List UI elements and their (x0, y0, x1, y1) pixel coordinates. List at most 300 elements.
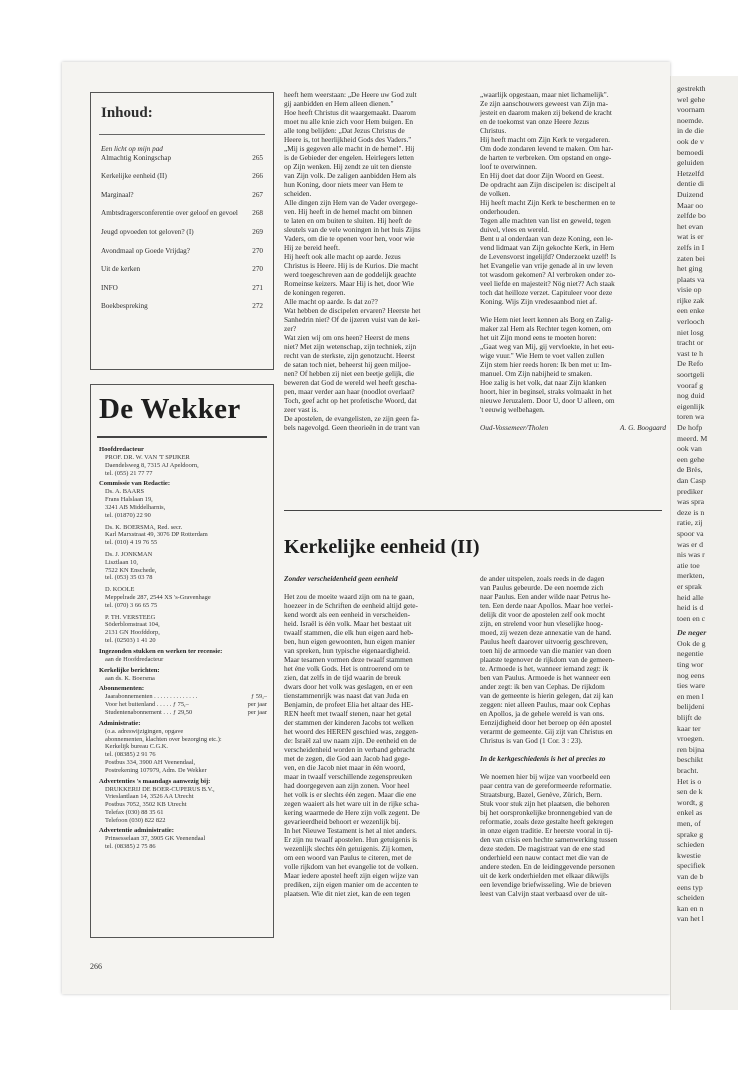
text-line: Eenzijdigheid door het beroep op één apostel (480, 718, 612, 727)
magazine-title: De Wekker (99, 393, 241, 425)
text-line: wezenlijk slechts één getuigenis. Zij komen, (284, 844, 414, 853)
masthead-line: Ds. K. BOERSMA, Red. secr. (105, 523, 183, 531)
masthead-line: Meppelrade 287, 2544 XS 's-Gravenhage (105, 593, 211, 601)
text-line: alle tong belijden: „Dat Jezus Christus de (284, 126, 405, 135)
text-line: toch dat heilloze verzet. Capituleer voor deze (480, 288, 613, 297)
next-page-line: scheiden (677, 893, 705, 903)
next-page-line: er sprak (677, 581, 702, 591)
next-page-line: atie toe (677, 560, 700, 570)
masthead-line: Frans Halslaan 19, (105, 496, 153, 504)
next-page-subhead: De neger (677, 628, 707, 638)
text-line: hoort, hier in beginsel, straks volmaakt in het (480, 387, 612, 396)
text-line: Wat zien wij om ons heen? Heerst de mens (284, 333, 410, 342)
toc-item (101, 172, 263, 181)
next-page-line: men, of (677, 818, 701, 828)
next-page-line: Het is o (677, 776, 702, 786)
text-line: „Gaat weg van Mij, gij vervloekte, in het eeu- (480, 342, 615, 351)
text-line: recht van de sterkste, zijn genotzucht. Heerst (284, 351, 415, 360)
text-line: de satan toch niet, beheerst hij geen miljoe- (284, 360, 411, 369)
text-line: andere steden. En de leidinggevende personen (480, 862, 615, 871)
text-line: hoezeer in de Schriften de eenheid altijd gete- (284, 601, 418, 610)
masthead-line: Lisztlaan 10, (105, 558, 139, 566)
masthead-line: Karl Marxstraat 49, 3076 DP Rotterdam (105, 531, 208, 539)
toc-item-page: 267 (252, 190, 263, 199)
next-page-line: eigenlijk (677, 401, 705, 411)
text-line: van Zijn volk. De zaligen aanbidden Hem als (284, 171, 417, 180)
toc-item-label: Boekbespreking (101, 302, 148, 311)
text-line: bels nagevolgd. Geen theorieën in de trant van (284, 423, 420, 432)
next-page-line: ren bijna (677, 744, 705, 754)
text-line: het éne volk Gods. Het is ontroerend om te (284, 664, 410, 673)
toc-item (101, 302, 263, 311)
text-line: hun Koning, door niets meer van Hem te (284, 180, 404, 189)
text-line: met de zegen, die God aan Jacob had gege- (284, 754, 411, 763)
text-line: van de gemeente is hierin gelegen, dat zij kan (480, 691, 614, 700)
text-line: Alle dingen zijn Hem van de Vader overgege- (284, 198, 418, 207)
text-line: naar Paulus. Een ander wilde naar Petrus he- (480, 592, 611, 601)
masthead-line: tel. (053) 35 03 78 (105, 574, 153, 582)
text-line: Stuk voor stuk zijn het plaatsen, die behoren (480, 799, 610, 808)
text-line: De opdracht aan Zijn discipelen is: discipelt al (480, 180, 616, 189)
toc-item-page: 265 (252, 153, 263, 162)
next-page-line: De hofp (677, 423, 703, 432)
text-line: Ze zijn aanschouwers geweest van Zijn ma- (480, 99, 609, 108)
next-page-line: een gehe (677, 454, 705, 464)
text-line: toen hij de armoede van die manier van doen (480, 646, 612, 655)
text-line: Hij ze bereid heeft. (284, 243, 340, 252)
text-line: had doorgegeven aan zijn zonen. Voor heel (284, 781, 410, 790)
next-page-line: beschikt (677, 755, 703, 765)
text-line: leest van Calvijn staat verbaasd over de uit- (480, 889, 608, 898)
text-line: Straatsburg, Bazel, Genève, Zürich, Bern. (480, 790, 603, 799)
text-column-2 (480, 90, 666, 432)
toc-item-text (101, 209, 238, 218)
next-page-line: ting wor (677, 660, 704, 670)
next-page-line: van het l (677, 914, 704, 924)
next-page-line: meerd. M (677, 433, 708, 443)
text-line: scheiden. (284, 189, 312, 198)
next-page-line: kaar ter (677, 723, 701, 733)
text-line: Benjamin, de profeet Elia het altaar des HE- (284, 700, 414, 709)
masthead-line: aan de Hoofdredacteur (105, 655, 164, 663)
next-page-line: sprake g (677, 829, 704, 839)
next-page-line: nis was r (677, 550, 705, 560)
text-line: de volken. (480, 189, 511, 198)
toc-item-label: INFO (101, 283, 118, 292)
text-line: ander zegt: ik ben van Cephas. De rijkdom (480, 682, 605, 691)
text-line: Christus. (480, 126, 507, 135)
text-line: REN heeft met twaalf stenen, naar het getal (284, 709, 412, 718)
masthead-line: Prinsesselaan 37, 3905 GK Veenendaal (105, 835, 206, 843)
next-page-line: het ging (677, 264, 703, 274)
text-line: zien, dat zelfs in de tijd waarin de breuk (284, 673, 401, 682)
masthead-line: Postbus 334, 3900 AH Veenendaal, (105, 758, 196, 766)
subscription-label: Voor het buitenland . . . . . ƒ 75,– (105, 701, 189, 709)
text-line: twaalf stammen, die elk hun eigen aard heb- (284, 628, 414, 637)
text-line: het woord des HEREN geschied was, zeggen- (284, 727, 419, 736)
toc-list (91, 145, 273, 311)
article-column-1-body (284, 592, 468, 898)
text-line: zeer vast is. (284, 405, 319, 414)
text-line: der stammen der kinderen Jacobs tot welken (284, 718, 414, 727)
next-page-line: kwestie (677, 850, 701, 860)
text-line: op Zijn wenken. Hij zendt ze uit ten dienste (284, 162, 412, 171)
next-page-line: negentie (677, 649, 704, 659)
next-page-line: ook van (677, 444, 702, 454)
next-page-line: rijke zak (677, 295, 705, 305)
text-line: Bent u al onderdaan van deze Koning, een le- (480, 234, 614, 243)
masthead-line: tel. (08385) 2 91 76 (105, 751, 156, 759)
text-line: beweren dat God de wereld wel heeft gescha- (284, 378, 418, 387)
table-of-contents (90, 92, 274, 370)
text-line: vend lidmaat van Zijn gekochte Kerk, in Hem (480, 243, 615, 252)
next-page-line: gestrekth (677, 84, 706, 93)
text-line: ben van Paulus. Armoede is het wanneer een (480, 673, 611, 682)
next-page-line: ratie, zij (677, 518, 703, 528)
masthead-heading: Kerkelijke berichten: (99, 666, 160, 674)
text-line: zeggen: niet alleen Paulus, maar ook Cephas (480, 700, 611, 709)
subscription-price: per jaar (247, 701, 267, 709)
next-page-line: dentie di (677, 179, 705, 189)
next-page-line: deze is n (677, 507, 705, 517)
text-line: verarmt de gemeente. Gij zijt van Christus en (480, 727, 613, 736)
section-divider (284, 510, 662, 511)
text-line: Hoe zalig is het volk, dat naar Zijn klanken (480, 378, 607, 387)
toc-item-text (101, 265, 140, 274)
next-page-line: voornam (677, 105, 705, 115)
text-line: deze steden. De magistraat van de ene stad (480, 844, 605, 853)
next-page-line: bracht. (677, 766, 699, 775)
text-line: Wie Hem niet leert kennen als Borg en Zalig- (480, 315, 613, 324)
toc-item-label: Kerkelijke eenheid (II) (101, 172, 167, 181)
next-page-line: nog duid (677, 391, 705, 401)
column-2-body (480, 90, 666, 414)
text-line: ven, en die Jacob niet maar in één woord, (284, 763, 406, 772)
signature-author: A. G. Boogaard (620, 423, 666, 432)
text-line: zijn, en strelend voor hun vleselijke hoog- (480, 619, 604, 628)
article-subhead-2: In de kerkgeschiedenis is het al precies zo (480, 754, 606, 763)
text-line: Christus is van God (1 Cor. 3 : 23). (480, 736, 583, 745)
toc-item-page: 270 (252, 246, 263, 255)
next-page-line: wel gehe (677, 94, 705, 104)
next-page-line: visie op (677, 285, 702, 295)
masthead-heading: Abonnementen: (99, 685, 145, 693)
article-subhead-1: Zonder verscheidenheid geen eenheid (284, 574, 398, 583)
next-page-line: soortgeli (677, 370, 705, 380)
text-line: het uit Zijn mond eens te moeten horen: (480, 333, 597, 342)
masthead-line: abonnementen, klachten over bezorging etc.): (105, 735, 222, 743)
text-line: onderhouden. (480, 207, 520, 216)
next-page-edge (670, 76, 738, 1010)
toc-item-text (101, 284, 118, 293)
next-page-line: kan en n (677, 903, 704, 913)
text-line: Vaders, om die te openen voor hen, voor wie (284, 234, 415, 243)
masthead-line: D. KOOLE (105, 586, 135, 594)
text-line: van spreken, hun typische eigenaardigheid. (284, 646, 411, 655)
text-line: maker zal Hem als Rechter tegen komen, om (480, 324, 612, 333)
masthead-line: P. TH. VERSTEEG (105, 613, 156, 621)
subscription-row (105, 701, 267, 709)
masthead-line: (o.a. adreswijzigingen, opgave (105, 727, 184, 735)
toc-title: Inhoud: (101, 105, 153, 121)
masthead-line: Söderblomstraat 104, (105, 621, 160, 629)
toc-item-label: Jeugd opvoeden tot geloven? (I) (101, 227, 194, 236)
masthead-heading: Hoofdredacteur (99, 446, 144, 453)
text-line: gevarieerdheid behoort er wezenlijk bij. (284, 817, 401, 826)
next-page-line: was spra (677, 497, 705, 507)
next-page-line: was er d (677, 539, 703, 549)
text-line: Hoe heeft Christus dit waargemaakt. Daarom (284, 108, 416, 117)
text-line: heeft hem weerstaan: „De Heere uw God zult (284, 90, 417, 99)
subscription-row (105, 693, 267, 701)
masthead-heading: Advertenties 's maandags aanwezig bij: (99, 777, 211, 785)
text-line: moed, zij wezen deze annexatie van de hand. (480, 628, 612, 637)
text-line: en Apollos, ja de gehele wereld is van ons. (480, 709, 605, 718)
next-page-line: Maar oo (677, 200, 704, 210)
next-page-text (671, 76, 738, 925)
next-page-line: het evan (677, 221, 704, 231)
text-line: plaatsen. Wie dit niet ziet, kan de een tegen (284, 889, 411, 898)
next-page-line: van de b (677, 871, 704, 881)
text-line: zegen waaiert als het ware uit in de rijke scha- (284, 799, 420, 808)
article-column-2 (480, 574, 666, 898)
next-page-line: schieden (677, 840, 705, 850)
text-line: Maar iedere apostel heeft zijn eigen wijze van (284, 871, 419, 880)
toc-item-text (101, 302, 148, 311)
text-line: bij het oorspronkelijke bronnengebied van de (480, 808, 613, 817)
next-page-line: enkel as (677, 808, 703, 818)
toc-item (101, 228, 263, 237)
masthead-line: Postrekening 107979, Adm. De Wekker (105, 766, 207, 774)
toc-item-text (101, 228, 194, 237)
text-line: heid. Israël is één volk. Maar het bestaat uit (284, 619, 412, 628)
masthead-line: 3241 AB Middelharnis, (105, 503, 166, 511)
text-line: De apostelen, de evangelisten, ze zijn geen fa- (284, 414, 420, 423)
toc-item-page: 268 (252, 209, 263, 218)
toc-item (101, 284, 263, 293)
masthead-line: tel. (01870) 22 90 (105, 511, 151, 519)
text-line: het Evangelie van vrije genade al in uw leven (480, 261, 613, 270)
signature-place: Oud-Vossemeer/Tholen (480, 423, 549, 432)
text-line: maar in twaalf verschillende zegenspreuken (284, 772, 413, 781)
text-line: paar centra van de gereformeerde reformatie. (480, 781, 612, 790)
toc-item-label: Almachtig Koningschap (101, 153, 172, 162)
masthead-line: Telefoon (030) 822 822 (105, 816, 166, 824)
next-page-line: Ook de g (677, 638, 706, 648)
text-line: Om dode zondaren levend te maken. Om har- (480, 144, 614, 153)
subscription-price: per jaar (247, 708, 267, 716)
text-line: nieuwe Jeruzalem. Door U, door U alleen, om (480, 396, 615, 405)
text-line: „waarlijk opgestaan, maar niet lichamelijk". (480, 90, 609, 99)
text-line: Toch, geef acht op het profetische Woord, dat (284, 396, 417, 405)
text-line: een levendige briefwisseling. Wie de brieven (480, 880, 612, 889)
next-page-line: dan Casp (677, 475, 706, 485)
next-page-line: nog eens (677, 670, 705, 680)
text-line: Heere is, tot heerlijkheid Gods des Vaders." (284, 135, 412, 144)
masthead-line: PROF. DR. W. VAN 'T SPIJKER (105, 454, 190, 461)
toc-item-page: 266 (252, 172, 263, 181)
next-page-line: wordt, g (677, 797, 703, 807)
text-line: dwars door het volk was geslagen, en er een (284, 682, 413, 691)
next-page-line: sen de k (677, 787, 703, 797)
subscription-label: Studentenabonnement . . . ƒ 29,50 (105, 708, 193, 716)
next-page-line: merkten, (677, 571, 705, 581)
subscription-price: ƒ 59,– (251, 693, 267, 701)
text-line: om een woord van Paulus te citeren, met de (284, 853, 412, 862)
toc-item-label: Marginaal? (101, 190, 134, 199)
next-page-line: blijft de (677, 713, 702, 723)
next-page-line: wat is er (677, 232, 704, 242)
text-line: „Mij is gegeven alle macht in de hemel". Hij (284, 144, 415, 153)
next-page-line: spoor va (677, 528, 704, 538)
text-line: 't eeuwig welbehagen. (480, 405, 545, 414)
text-line: ben, hun eigen gewoonten, hun eigen manier (284, 637, 415, 646)
next-page-line: geluiden (677, 158, 704, 168)
text-line: duivel, vlees en wereld. (480, 225, 550, 234)
text-line: plaatste tegenover de rijkdom van de gemeen- (480, 655, 615, 664)
article-title: Kerkelijke eenheid (II) (284, 536, 480, 558)
masthead-line: tel. (08385) 2 75 86 (105, 843, 156, 851)
next-page-line: toen en c (677, 613, 706, 623)
next-page-line: eens typ (677, 882, 703, 892)
masthead-line: Kerkelijk bureau C.G.K. (105, 743, 169, 751)
text-line: de koningen regeren. (284, 288, 346, 297)
toc-item (101, 145, 263, 162)
text-line: Alle macht op aarde. Is dat zo?? (284, 297, 378, 306)
next-page-line: Duizend (677, 189, 704, 199)
next-page-line: plaats va (677, 274, 705, 284)
toc-item-text (101, 247, 190, 256)
masthead-line: Ds. J. JONKMAN (105, 550, 153, 558)
text-line: Hij heeft macht om Zijn Kerk te vergaderen. (480, 135, 610, 144)
next-page-line: vroegen. (677, 734, 705, 744)
masthead-line: Ds. A. BAARS (105, 488, 145, 496)
text-line (480, 306, 666, 315)
text-line: Tegen alle machten van list en geweld, tegen (480, 216, 611, 225)
masthead-line: 2131 GN Hoofddorp, (105, 629, 160, 637)
next-page-line: prediker (677, 486, 703, 496)
text-line: prediken, zijn eigen manier om de accenten te (284, 880, 419, 889)
text-line: jesteit en daarom maken zij bekend de kracht (480, 108, 612, 117)
next-page-line: ook de v (677, 136, 704, 146)
masthead-line: Vrieslantlaan 14, 3526 AA Utrecht (105, 793, 194, 801)
next-page-line: zelfs in I (677, 242, 705, 252)
next-page-line: vast te h (677, 348, 703, 358)
text-line: de harten te verbreken. Om opstand en onge- (480, 153, 612, 162)
text-line: Wat hebben de discipelen ervaren? Heerste het (284, 306, 421, 315)
text-line: de: Israël zal uw naam zijn. De eenheid en de (284, 736, 417, 745)
text-line: Zijn stem hier reeds horen: Ik ben met u: Im- (480, 360, 612, 369)
text-line: delijk dit voor de apostelen zelf ook mocht (480, 610, 606, 619)
next-page-line: tracht or (677, 338, 704, 348)
masthead-divider (97, 436, 267, 438)
text-line: uit de kerk onderhielden met elkaar dikwijls (480, 871, 609, 880)
text-line: te. Armoede is het, wanneer iemand zegt: ik (480, 664, 609, 673)
text-line: Sanhedrin niet? Of de ijzeren vuist van de kei- (284, 315, 420, 324)
text-line: het volk is er slechts één zegen. Maar die ene (284, 790, 417, 799)
masthead-line: DRUKKERIJ DE BOER-CUPERUS B.V., (105, 785, 215, 793)
next-page-line: specifiek (677, 861, 706, 871)
masthead-line: aan ds. K. Boersma (105, 674, 155, 682)
next-page-line: ties ware (677, 681, 705, 691)
text-line: Hij heeft macht Zijn Kerk te beschermen en te (480, 198, 616, 207)
text-line: gij aanbidden en Hem alleen dienen." (284, 99, 394, 108)
toc-item-label: Ambtsdragersconferentie over geloof en gevoel (101, 209, 238, 218)
toc-item-text (101, 172, 167, 181)
toc-item-text (101, 145, 171, 162)
text-line: manuel. Om Zijn nabijheid te smaken. (480, 369, 593, 378)
text-line: Romeinse keizers. Maar Hij is het, door Wie (284, 279, 414, 288)
next-page-line: noemde. (677, 115, 704, 125)
text-column-1 (284, 90, 466, 432)
next-page-line: toren wa (677, 412, 705, 422)
toc-item-page: 270 (252, 265, 263, 274)
text-line: volle rijkdom van het evangelie tot de volken. (284, 862, 419, 871)
text-line: ten. Een derde naar Apollos. Maar hoe verlei- (480, 601, 614, 610)
text-line: te laten en om buiten te sluiten. Hij heeft de (284, 216, 412, 225)
text-line: Hij heeft ook alle macht op aarde. Jezus (284, 252, 401, 261)
toc-item (101, 209, 263, 218)
text-line: van Paulus gebeurde. De een noemde zich (480, 583, 604, 592)
text-line: en de toekomst van onze Heere Jezus (480, 117, 590, 126)
next-page-line: De Refo (677, 359, 704, 369)
toc-item-label: Uit de kerken (101, 265, 141, 274)
text-line: pen, maar verder aan haar (noodlot overlaat? (284, 387, 415, 396)
text-line: Christus is Heere. Hij is de Kurios. Die macht (284, 261, 419, 270)
signature (480, 423, 666, 432)
text-line: verscheidenheid worden in verband gebracht (284, 745, 415, 754)
toc-item-page: 269 (252, 227, 263, 236)
text-line: den van crisis een hechte samenwerking tussen (480, 835, 618, 844)
text-line: We noemen hier bij wijze van voorbeeld een (480, 772, 611, 781)
text-line: de Levensvorst ingelijfd? Onderzoekt uzelf! Is (480, 252, 616, 261)
text-line: sleutels van de vele woningen in het huis Zijns (284, 225, 421, 234)
next-page-line: zelfde bo (677, 211, 706, 221)
text-line: Er zijn nu twaalf apostelen. Hun getuigenis is (284, 835, 417, 844)
text-line: Koning. Wijs Zijn vredesaanbod niet af. (480, 297, 597, 306)
article-column-2-body-a (480, 574, 666, 745)
masthead (90, 384, 274, 938)
text-line: wige vuur." Wie Hem te voet vallen zullen (480, 351, 605, 360)
next-page-line: bemoedi (677, 147, 704, 157)
masthead-line: Postbus 7052, 3502 KB Utrecht (105, 801, 187, 809)
text-line: reformatie, zoals deze gestalte heeft gekregen (480, 817, 614, 826)
next-page-line: belijdeni (677, 702, 705, 712)
toc-item (101, 247, 263, 256)
masthead-heading: Administratie: (99, 719, 141, 727)
toc-item-text (101, 191, 134, 200)
next-page-line: heid alle (677, 592, 704, 602)
next-page-line: in de die (677, 126, 704, 136)
toc-item (101, 191, 263, 200)
masthead-line: tel. (02503) 1 41 20 (105, 636, 156, 644)
next-page-line: verlooch (677, 317, 705, 327)
masthead-line: tel. (070) 3 66 65 75 (105, 601, 158, 609)
text-line: nen? Of hebben zij niet een beetje gelijk, die (284, 369, 415, 378)
next-page-line: vooraf g (677, 380, 704, 390)
next-page-line: zaten bei (677, 253, 705, 263)
text-line: Paulus heeft daarover uitvoerig geschreven, (480, 637, 608, 646)
masthead-line: 7522 KN Enschede, (105, 566, 157, 574)
toc-item-sub: Een licht op mijn pad (101, 145, 163, 153)
masthead-line: tel. (010) 4 19 76 55 (105, 539, 158, 547)
text-line: Maar tesamen vormen deze twaalf stammen (284, 655, 413, 664)
masthead-line: Telefax (030) 88 35 61 (105, 808, 164, 816)
text-line: zer? (284, 324, 297, 333)
next-page-line: en men l (677, 691, 704, 701)
text-line: onderhield een nauw contact met die van de (480, 853, 609, 862)
text-line: kering waarmede de Here zijn volk zegent. De (284, 808, 420, 817)
